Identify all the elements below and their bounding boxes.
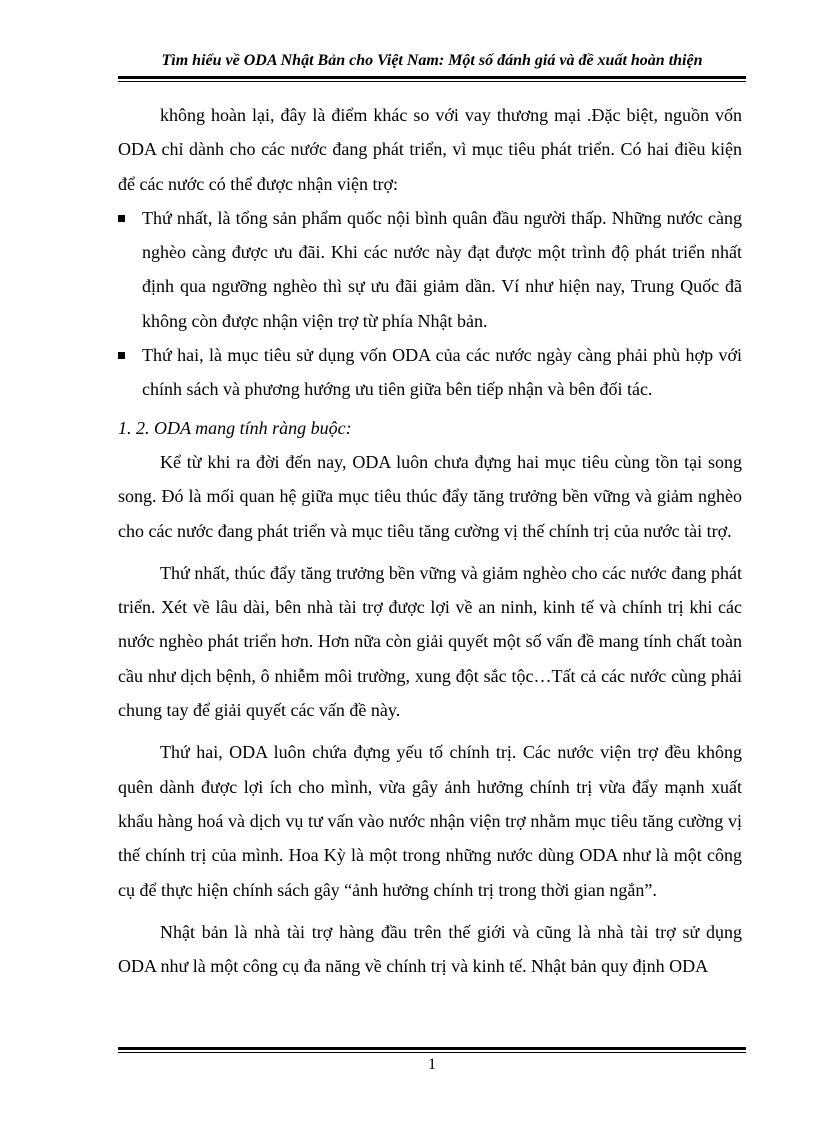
paragraph: Kể từ khi ra đời đến nay, ODA luôn chưa đựng hai mục tiêu cùng tồn tại song song. Đó là mối quan hệ giữa mục tiêu thúc đẩy tăng trưởng bền vững và giảm nghèo cho các nước đang phát triển và mục tiêu tăng cường vị thế chính trị của nước tài trợ. [118, 451, 742, 541]
square-bullet-icon [118, 352, 125, 359]
section-heading: 1. 2. ODA mang tính ràng buộc: [118, 417, 352, 438]
paragraph: Thứ nhất, thúc đẩy tăng trưởng bền vững và giảm nghèo cho các nước đang phát triển. Xét về lâu dài, bên nhà tài trợ được lợi về an ninh, kinh tế và chính trị khi các nước nghèo phát triển hơn. Hơn nữa còn giải quyết một số vấn đề mang tính chất toàn cầu như dịch bệnh, ô nhiễm môi trường, xung đột sắc tộc…Tất cả các nước cùng phải chung tay để giải quyết các vấn đề này. [118, 562, 742, 721]
document-body [118, 98, 742, 983]
bullet-item [118, 201, 742, 338]
header-rule-thin [118, 81, 746, 82]
page-header [118, 50, 746, 72]
footer-rule-thick [118, 1047, 746, 1050]
page-number: 1 [428, 1056, 436, 1073]
footer-rule-thin [118, 1052, 746, 1053]
bullet-item [118, 338, 742, 407]
paragraph: không hoàn lại, đây là điểm khác so với vay thương mại .Đặc biệt, nguồn vốn ODA chỉ dành cho các nước đang phát triển, vì mục tiêu phát triển. Có hai điều kiện để các nước có thể được nhận viện trợ: [118, 105, 742, 194]
square-bullet-icon [118, 215, 125, 222]
bullet-text: Thứ hai, là mục tiêu sử dụng vốn ODA của các nước ngày càng phải phù hợp với chính sách và phương hướng ưu tiên giữa bên tiếp nhận và bên đối tác. [142, 345, 742, 400]
paragraph: Thứ hai, ODA luôn chứa đựng yếu tố chính trị. Các nước viện trợ đều không quên dành được lợi ích cho mình, vừa gây ảnh hưởng chính trị vừa đẩy mạnh xuất khẩu hàng hoá và dịch vụ tư vấn vào nước nhận viện trợ nhằm mục tiêu tăng cường vị thế chính trị của mình. Hoa Kỳ là một trong những nước dùng ODA như là một công cụ để thực hiện chính sách gây “ảnh hưởng chính trị trong thời gian ngắn”. [118, 742, 742, 900]
header-title: Tìm hiểu về ODA Nhật Bản cho Việt Nam: Một số đánh giá và đề xuất hoàn thiện [161, 52, 703, 69]
bullet-text: Thứ nhất, là tổng sản phẩm quốc nội bình quân đầu người thấp. Những nước càng nghèo càng được ưu đãi. Khi các nước này đạt được một trình độ phát triển nhất định qua ngưỡng nghèo thì sự ưu đãi giảm dần. Ví như hiện nay, Trung Quốc đã không còn được nhận viện trợ từ phía Nhật bản. [142, 207, 742, 331]
header-rule-thick [118, 76, 746, 79]
paragraph: Nhật bản là nhà tài trợ hàng đầu trên thế giới và cũng là nhà tài trợ sử dụng ODA như là một công cụ đa năng về chính trị và kinh tế. Nhật bản quy định ODA [118, 921, 742, 977]
